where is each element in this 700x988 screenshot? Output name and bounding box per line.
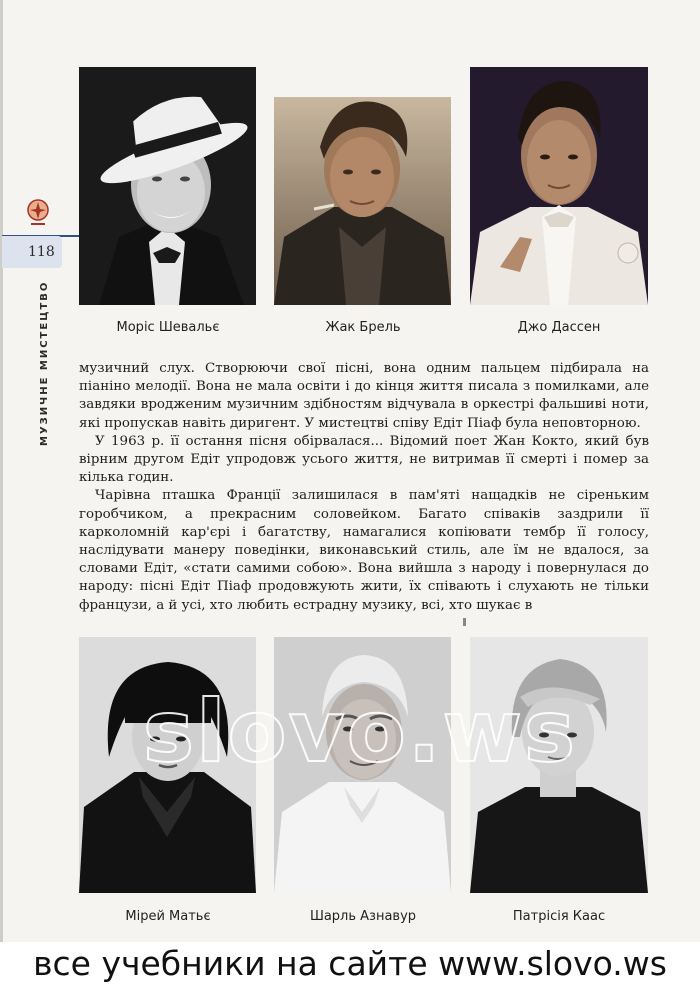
paragraph: Чарівна пташка Франції залишилася в пам'яті нащадків не сіреньким горобчиком, а прекрасним соловейком. Багато співаків заздрили її карколомній кар'єрі і багатству, намагалися копіювати тембр її голосу, наслідувати манеру поведінки, виконавський стиль, але їм не вдалося, за словами Едіт, «стати самими собою». Вона вийшла з народу і повернулася до народу: пісні Едіт Піаф продовжують жити, їх співають і слухають не тільки французи, а й усі, хто любить естрадну музику, всі, хто шукає в [79,488,649,613]
watermark: slovo.ws [142,682,578,782]
body-text [79,360,649,615]
scan-mark [463,618,466,626]
photo-caption: Жак Брель [325,320,401,335]
paragraph: музичний слух. Створюючи свої пісні, вона одним пальцем підбирала на піаніно мелодії. Вона не мала освіти і до кінця життя писала з помилками, але завдяки вродженим музичним здібностям відчувала в оркестрі фальшиві ноти, які пропускав навіть диригент. У мистецтві співу Едіт Піаф була неповторною. [79,361,649,431]
photo-joe-dassin [470,67,648,305]
photo-jacques-brel [274,97,451,305]
section-emblem-icon [25,198,51,228]
section-side-label: МУЗИЧНЕ МИСТЕЦТВО [39,280,50,446]
photo-caption: Патрісія Каас [512,909,606,924]
photo-caption: Мірей Матьє [125,909,211,924]
paragraph: У 1963 р. її остання пісня обірвалася... Відомий поет Жан Кокто, який був вірним другом Едіт упродовж усього життя, не витримав її смерті і помер за кілька годин. [79,433,649,486]
page-number: 118 [28,244,55,260]
photo-caption: Моріс Шевальє [116,320,220,335]
photo-caption: Джо Дассен [517,320,601,335]
page-edge [0,0,3,988]
footer-text: все учебники на сайте www.slovo.ws [33,944,667,983]
photo-caption: Шарль Азнавур [309,909,417,924]
photo-maurice-chevalier [79,67,256,305]
